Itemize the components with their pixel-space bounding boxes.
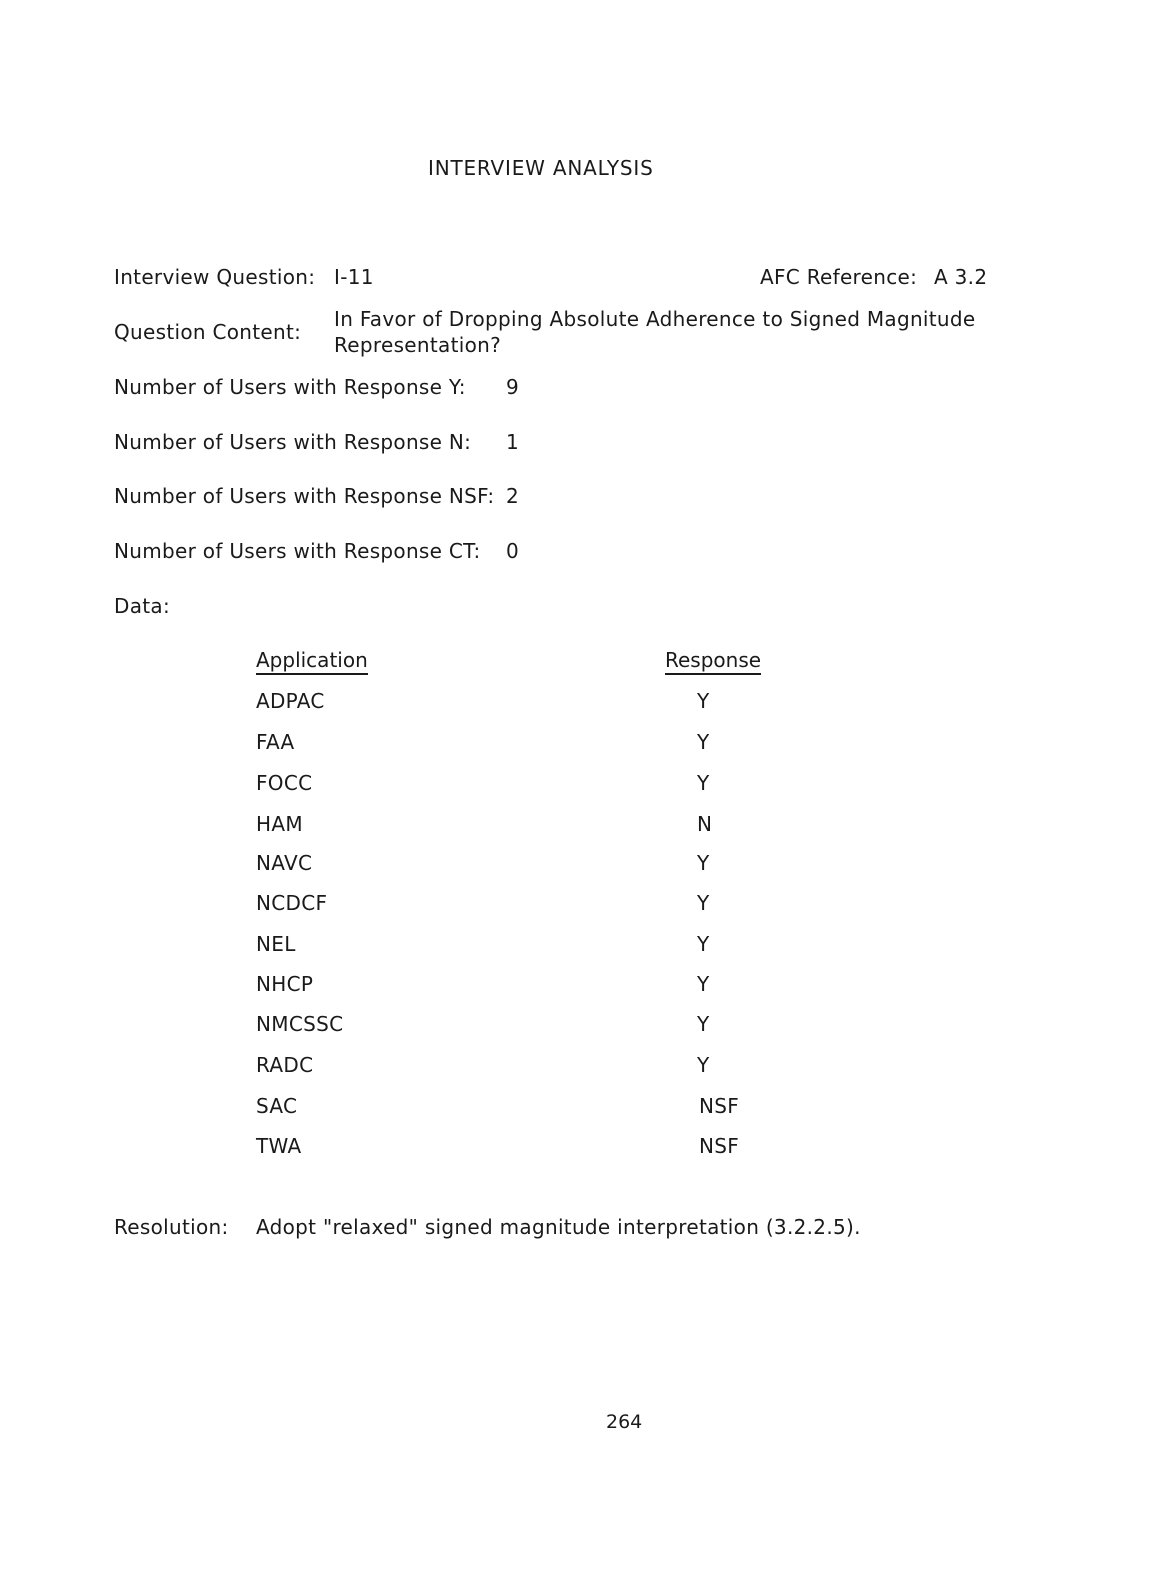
table-header-response: Response (665, 648, 761, 675)
table-row-app: NEL (256, 932, 296, 956)
afc-reference-label: AFC Reference: (760, 265, 918, 289)
table-row-app: FOCC (256, 771, 313, 795)
table-row-response: Y (697, 1012, 710, 1036)
table-row-response: Y (697, 891, 710, 915)
count-label-y: Number of Users with Response Y: (114, 375, 466, 399)
count-label-ct: Number of Users with Response CT: (114, 539, 481, 563)
count-value-ct: 0 (506, 539, 520, 563)
page-number: 264 (606, 1411, 643, 1433)
table-row-response: NSF (699, 1094, 740, 1118)
interview-question-value: I-11 (334, 265, 374, 289)
table-row-response: NSF (699, 1134, 740, 1158)
table-header-application: Application (256, 648, 368, 675)
table-row-response: Y (697, 932, 710, 956)
count-value-n: 1 (506, 430, 520, 454)
table-row-response: Y (697, 730, 710, 754)
count-label-n: Number of Users with Response N: (114, 430, 472, 454)
table-row-app: NHCP (256, 972, 314, 996)
count-label-nsf: Number of Users with Response NSF: (114, 484, 495, 508)
question-content-line2: Representation? (334, 333, 502, 357)
table-row-app: TWA (256, 1134, 302, 1158)
afc-reference-value: A 3.2 (934, 265, 988, 289)
table-row-response: N (697, 812, 713, 836)
count-value-nsf: 2 (506, 484, 520, 508)
question-content-line1: In Favor of Dropping Absolute Adherence to Signed Magnitude (334, 307, 976, 331)
page-title: INTERVIEW ANALYSIS (428, 156, 654, 180)
table-row-app: NAVC (256, 851, 313, 875)
table-row-response: Y (697, 972, 710, 996)
table-row-response: Y (697, 771, 710, 795)
table-row-app: SAC (256, 1094, 298, 1118)
data-label: Data: (114, 594, 170, 618)
table-row-app: FAA (256, 730, 295, 754)
interview-question-label: Interview Question: (114, 265, 316, 289)
count-value-y: 9 (506, 375, 520, 399)
table-row-app: HAM (256, 812, 303, 836)
resolution-label: Resolution: (114, 1215, 229, 1239)
resolution-text: Adopt "relaxed" signed magnitude interpretation (3.2.2.5). (256, 1215, 861, 1239)
table-row-app: ADPAC (256, 689, 325, 713)
table-row-app: RADC (256, 1053, 314, 1077)
question-content-label: Question Content: (114, 320, 302, 344)
table-row-response: Y (697, 851, 710, 875)
table-row-app: NMCSSC (256, 1012, 344, 1036)
table-row-response: Y (697, 689, 710, 713)
table-row-response: Y (697, 1053, 710, 1077)
table-row-app: NCDCF (256, 891, 328, 915)
